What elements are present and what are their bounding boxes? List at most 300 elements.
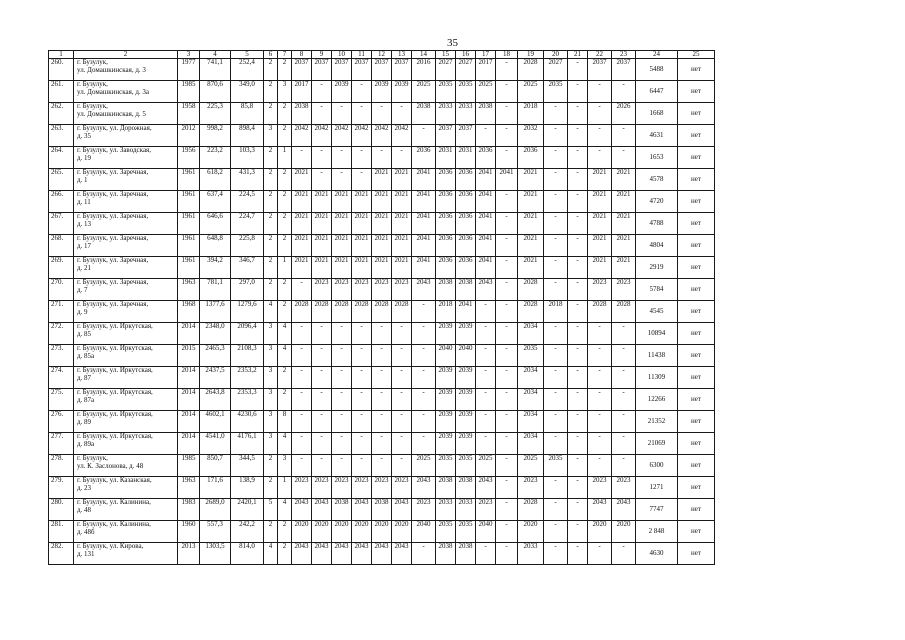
table-cell: - (372, 433, 392, 455)
table-cell: - (292, 455, 312, 477)
table-cell: 2037 (312, 59, 332, 81)
address-cell: г. Бузулук, ул. Заречная, д. 21 (74, 257, 178, 279)
column-header: 20 (544, 51, 568, 59)
table-cell: 2021 (588, 257, 612, 279)
table-cell: 4 (278, 433, 292, 455)
row-number: 282. (49, 543, 74, 565)
address-cell: г. Бузулук, ул. Домашкинская, д. 3 (74, 59, 178, 81)
table-cell: 2020 (292, 521, 312, 543)
table-cell: 2021 (588, 169, 612, 191)
table-cell: 2040 (456, 345, 476, 367)
table-cell: - (544, 477, 568, 499)
table-cell: 2021 (292, 169, 312, 191)
table-cell: 2021 (312, 257, 332, 279)
value-cell: 4578 (636, 169, 678, 191)
row-number: 270. (49, 279, 74, 301)
table-cell: 2020 (332, 521, 352, 543)
value-cell: 4788 (636, 213, 678, 235)
table-cell: - (392, 103, 412, 125)
table-cell: 2039 (392, 81, 412, 103)
table-cell: 2039 (332, 81, 352, 103)
table-cell: 2028 (612, 301, 636, 323)
column-header: 12 (372, 51, 392, 59)
table-cell: 2014 (178, 411, 200, 433)
table-cell: 2023 (612, 477, 636, 499)
table-cell: - (544, 411, 568, 433)
table-cell: 224,7 (231, 213, 264, 235)
value-cell: 6300 (636, 455, 678, 477)
table-cell: 2689,0 (200, 499, 231, 521)
status-cell: нет (678, 367, 715, 389)
table-cell: - (372, 455, 392, 477)
row-number: 267. (49, 213, 74, 235)
table-cell: 2035 (518, 345, 544, 367)
value-cell: 5784 (636, 279, 678, 301)
table-cell: 2021 (332, 191, 352, 213)
table-cell: 2038 (332, 499, 352, 521)
table-cell: - (312, 367, 332, 389)
table-cell: - (496, 279, 518, 301)
table-cell: - (612, 411, 636, 433)
table-cell: 2037 (292, 59, 312, 81)
table-cell: 2037 (392, 59, 412, 81)
table-cell: 2038 (456, 477, 476, 499)
table-cell: 2 (278, 367, 292, 389)
table-cell: 2021 (392, 191, 412, 213)
table-cell: - (352, 389, 372, 411)
table-cell: 4 (278, 323, 292, 345)
table-cell: - (496, 543, 518, 565)
table-cell: 2437,5 (200, 367, 231, 389)
status-cell: нет (678, 125, 715, 147)
table-cell: 2028 (332, 301, 352, 323)
column-header: 6 (264, 51, 278, 59)
table-cell: 2021 (312, 191, 332, 213)
table-cell: 2096,4 (231, 323, 264, 345)
table-cell: 4 (264, 543, 278, 565)
table-cell: - (612, 455, 636, 477)
table-cell: 2032 (518, 125, 544, 147)
column-header: 9 (312, 51, 332, 59)
table-cell: 2036 (456, 191, 476, 213)
table-cell: - (612, 147, 636, 169)
table-cell: - (312, 411, 332, 433)
table-cell: 2038 (456, 279, 476, 301)
value-cell: 21069 (636, 433, 678, 455)
table-cell: - (352, 169, 372, 191)
address-cell: г. Бузулук, ул. Иркутская, д. 87а (74, 389, 178, 411)
table-cell: 2420,1 (231, 499, 264, 521)
table-cell: 2021 (372, 169, 392, 191)
table-cell: 2042 (392, 125, 412, 147)
table-cell: 2 (278, 301, 292, 323)
table-cell: - (544, 125, 568, 147)
table-cell: 2028 (588, 301, 612, 323)
table-cell: - (568, 543, 588, 565)
table-cell: 2021 (332, 257, 352, 279)
table-cell: - (612, 433, 636, 455)
table-cell: 85,8 (231, 103, 264, 125)
table-cell: - (568, 323, 588, 345)
table-cell: 2 (264, 477, 278, 499)
table-cell: 2014 (178, 433, 200, 455)
table-cell: 4176,1 (231, 433, 264, 455)
table-cell: 3 (264, 411, 278, 433)
table-cell: 2 (264, 279, 278, 301)
table-cell: 242,2 (231, 521, 264, 543)
table-row (49, 543, 715, 565)
row-number: 276. (49, 411, 74, 433)
table-cell: 3 (264, 345, 278, 367)
table-cell: 344,5 (231, 455, 264, 477)
address-cell: г. Бузулук, ул. Заречная, д. 17 (74, 235, 178, 257)
table-cell: 2018 (544, 301, 568, 323)
table-cell: 2014 (178, 367, 200, 389)
value-cell: 7747 (636, 499, 678, 521)
table-cell: - (544, 235, 568, 257)
table-row (49, 59, 715, 81)
table-cell: - (568, 389, 588, 411)
table-cell: - (496, 345, 518, 367)
table-cell: - (352, 411, 372, 433)
table-cell: 2021 (392, 257, 412, 279)
table-cell: 2043 (612, 499, 636, 521)
table-cell: 223,2 (200, 147, 231, 169)
table-cell: 2039 (456, 411, 476, 433)
table-cell: 2035 (544, 81, 568, 103)
table-cell: - (496, 81, 518, 103)
table-cell: 2023 (392, 279, 412, 301)
table-cell: 2013 (178, 543, 200, 565)
table-cell: 2034 (518, 411, 544, 433)
table-cell: 2041 (476, 191, 496, 213)
table-cell: 2035 (456, 455, 476, 477)
table-cell: 1303,5 (200, 543, 231, 565)
table-cell: - (352, 323, 372, 345)
table-cell: - (332, 367, 352, 389)
table-cell: 2038 (436, 543, 456, 565)
table-cell: 4541,0 (200, 433, 231, 455)
table-cell: - (568, 103, 588, 125)
table-cell: - (412, 323, 436, 345)
table-cell: 2021 (612, 257, 636, 279)
table-cell: - (352, 345, 372, 367)
row-number: 280. (49, 499, 74, 521)
table-cell: 2037 (332, 59, 352, 81)
table-cell: 2021 (332, 213, 352, 235)
table-cell: 2034 (518, 323, 544, 345)
table-cell: 2108,3 (231, 345, 264, 367)
table-cell: 2021 (612, 169, 636, 191)
table-cell: - (312, 81, 332, 103)
table-cell: 2038 (436, 279, 456, 301)
table-cell: 2037 (456, 125, 476, 147)
table-cell: 2023 (352, 279, 372, 301)
table-cell: 2021 (312, 235, 332, 257)
table-cell: - (392, 323, 412, 345)
table-cell: - (312, 103, 332, 125)
table-cell: 2020 (352, 521, 372, 543)
table-cell: 2021 (392, 235, 412, 257)
table-cell: 3 (264, 433, 278, 455)
table-cell: - (588, 125, 612, 147)
table-cell: - (392, 389, 412, 411)
table-cell: - (332, 169, 352, 191)
value-cell: 6447 (636, 81, 678, 103)
table-cell: 2 (264, 169, 278, 191)
status-cell: нет (678, 147, 715, 169)
table-cell: 1968 (178, 301, 200, 323)
table-cell: 741,1 (200, 59, 231, 81)
table-cell: 2043 (392, 543, 412, 565)
table-cell: 2021 (588, 235, 612, 257)
column-header: 13 (392, 51, 412, 59)
table-cell: 2353,2 (231, 367, 264, 389)
table-row (49, 433, 715, 455)
table-cell: 2035 (544, 455, 568, 477)
address-cell: г. Бузулук, ул. К. Заслонова, д. 48 (74, 455, 178, 477)
table-cell: 2041 (412, 213, 436, 235)
table-cell: 2 (264, 257, 278, 279)
table-cell: - (568, 455, 588, 477)
table-cell: 2038 (436, 477, 456, 499)
table-cell: 2041 (476, 169, 496, 191)
table-cell: - (372, 103, 392, 125)
column-header: 15 (436, 51, 456, 59)
table-cell: - (476, 323, 496, 345)
table-cell: - (588, 367, 612, 389)
table-cell: - (612, 125, 636, 147)
table-cell: - (476, 301, 496, 323)
value-cell: 1271 (636, 477, 678, 499)
table-cell: - (476, 125, 496, 147)
table-cell: 2037 (372, 59, 392, 81)
value-cell: 1653 (636, 147, 678, 169)
table-cell: 2042 (352, 125, 372, 147)
column-header: 21 (568, 51, 588, 59)
table-cell: - (568, 499, 588, 521)
table-cell: - (332, 147, 352, 169)
row-number: 275. (49, 389, 74, 411)
table-cell: 2033 (436, 103, 456, 125)
table-row (49, 257, 715, 279)
table-cell: 2040 (476, 521, 496, 543)
address-cell: г. Бузулук, ул. Заречная, д. 11 (74, 191, 178, 213)
table-cell: - (568, 59, 588, 81)
table-cell: 4 (264, 301, 278, 323)
table-cell: 2 (278, 279, 292, 301)
table-cell: - (496, 477, 518, 499)
table-cell: 3 (264, 389, 278, 411)
table-cell: 1985 (178, 81, 200, 103)
table-cell: - (544, 499, 568, 521)
column-header: 23 (612, 51, 636, 59)
table-cell: 2043 (292, 499, 312, 521)
table-cell: 4230,6 (231, 411, 264, 433)
table-cell: - (412, 367, 436, 389)
table-cell: 2 (278, 235, 292, 257)
table-cell: - (496, 213, 518, 235)
value-cell: 4630 (636, 543, 678, 565)
table-cell: - (476, 433, 496, 455)
value-cell: 4804 (636, 235, 678, 257)
address-cell: г. Бузулук, ул. Казанская, д. 23 (74, 477, 178, 499)
table-cell: 2023 (518, 477, 544, 499)
row-number: 268. (49, 235, 74, 257)
table-cell: 2023 (372, 279, 392, 301)
table-cell: 2028 (392, 301, 412, 323)
table-cell: - (588, 433, 612, 455)
table-cell: 2028 (518, 59, 544, 81)
table-cell: - (292, 345, 312, 367)
row-number: 277. (49, 433, 74, 455)
value-cell: 4545 (636, 301, 678, 323)
table-cell: 2021 (352, 257, 372, 279)
table-cell: - (312, 433, 332, 455)
table-cell: 8 (278, 411, 292, 433)
column-header: 3 (178, 51, 200, 59)
table-cell: - (412, 543, 436, 565)
table-cell: 2017 (476, 59, 496, 81)
table-row (49, 301, 715, 323)
table-cell: 2043 (352, 543, 372, 565)
table-cell: - (476, 543, 496, 565)
table-cell: 998,2 (200, 125, 231, 147)
address-cell: г. Бузулук, ул. Заречная, д. 7 (74, 279, 178, 301)
table-cell: 2021 (352, 213, 372, 235)
table-cell: 394,2 (200, 257, 231, 279)
table-cell: 3 (264, 367, 278, 389)
table-cell: 2036 (436, 257, 456, 279)
table-cell: - (496, 301, 518, 323)
table-cell: - (496, 103, 518, 125)
table-row (49, 213, 715, 235)
table-cell: 2025 (476, 455, 496, 477)
address-cell: г. Бузулук, ул. Иркутская, д. 85а (74, 345, 178, 367)
table-cell: 2 (264, 235, 278, 257)
table-cell: - (332, 103, 352, 125)
table-cell: - (412, 345, 436, 367)
table-cell: - (568, 213, 588, 235)
table-cell: 2041 (412, 169, 436, 191)
table-cell: 2021 (612, 213, 636, 235)
table-cell: 2014 (178, 389, 200, 411)
column-header: 11 (352, 51, 372, 59)
column-header: 7 (278, 51, 292, 59)
table-cell: 2465,3 (200, 345, 231, 367)
table-cell: - (544, 543, 568, 565)
table-cell: 2033 (456, 499, 476, 521)
row-number: 281. (49, 521, 74, 543)
address-cell: г. Бузулук, ул. Заречная, д. 9 (74, 301, 178, 323)
table-cell: 2034 (518, 389, 544, 411)
table-cell: 346,7 (231, 257, 264, 279)
table-cell: 3 (278, 81, 292, 103)
table-cell: 2037 (612, 59, 636, 81)
table-cell: - (544, 147, 568, 169)
table-cell: 2043 (372, 543, 392, 565)
value-cell: 12266 (636, 389, 678, 411)
table-cell: 2021 (518, 235, 544, 257)
status-cell: нет (678, 521, 715, 543)
table-cell: - (332, 433, 352, 455)
table-cell: 2021 (352, 235, 372, 257)
value-cell: 1668 (636, 103, 678, 125)
table-cell: 2021 (392, 169, 412, 191)
table-cell: 2033 (518, 543, 544, 565)
table-cell: 2043 (312, 499, 332, 521)
table-cell: - (612, 345, 636, 367)
table-cell: 2041 (476, 257, 496, 279)
housing-register-table (48, 50, 715, 565)
table-cell: 2036 (412, 147, 436, 169)
table-cell: 2043 (588, 499, 612, 521)
table-cell: 4 (278, 499, 292, 521)
table-cell: 2028 (518, 279, 544, 301)
table-cell: 2041 (456, 301, 476, 323)
table-cell: 1 (278, 477, 292, 499)
table-cell: - (568, 257, 588, 279)
table-cell: 2035 (456, 81, 476, 103)
table-cell: 2025 (412, 81, 436, 103)
table-cell: - (332, 389, 352, 411)
table-cell: 3 (278, 455, 292, 477)
table-cell: 2 (264, 81, 278, 103)
table-cell: 2043 (312, 543, 332, 565)
row-number: 272. (49, 323, 74, 345)
table-cell: 2025 (518, 81, 544, 103)
table-cell: - (612, 81, 636, 103)
table-cell: - (392, 367, 412, 389)
status-cell: нет (678, 59, 715, 81)
table-cell: - (496, 499, 518, 521)
table-cell: 2036 (518, 147, 544, 169)
table-cell: 2038 (456, 543, 476, 565)
table-cell: 2039 (456, 389, 476, 411)
table-cell: - (496, 521, 518, 543)
table-cell: - (496, 455, 518, 477)
table-cell: - (312, 455, 332, 477)
table-cell: 2348,0 (200, 323, 231, 345)
table-cell: - (292, 433, 312, 455)
table-cell: - (312, 389, 332, 411)
table-cell: - (588, 103, 612, 125)
value-cell: 4631 (636, 125, 678, 147)
table-cell: 2033 (456, 103, 476, 125)
table-row (49, 81, 715, 103)
table-cell: - (544, 389, 568, 411)
table-cell: - (412, 125, 436, 147)
table-row (49, 345, 715, 367)
table-cell: - (588, 323, 612, 345)
column-header: 17 (476, 51, 496, 59)
column-header: 14 (412, 51, 436, 59)
status-cell: нет (678, 213, 715, 235)
address-cell: г. Бузулук, ул. Кирова, д. 131 (74, 543, 178, 565)
table-cell: 557,3 (200, 521, 231, 543)
address-cell: г. Бузулук, ул. Калинина, д. 48 (74, 499, 178, 521)
table-cell: - (352, 81, 372, 103)
table-cell: - (476, 411, 496, 433)
table-cell: 1985 (178, 455, 200, 477)
table-row (49, 147, 715, 169)
table-cell: 2036 (436, 191, 456, 213)
table-cell: - (332, 455, 352, 477)
table-cell: - (544, 257, 568, 279)
table-cell: 2023 (392, 477, 412, 499)
table-cell: 2036 (456, 213, 476, 235)
table-cell: 225,3 (200, 103, 231, 125)
